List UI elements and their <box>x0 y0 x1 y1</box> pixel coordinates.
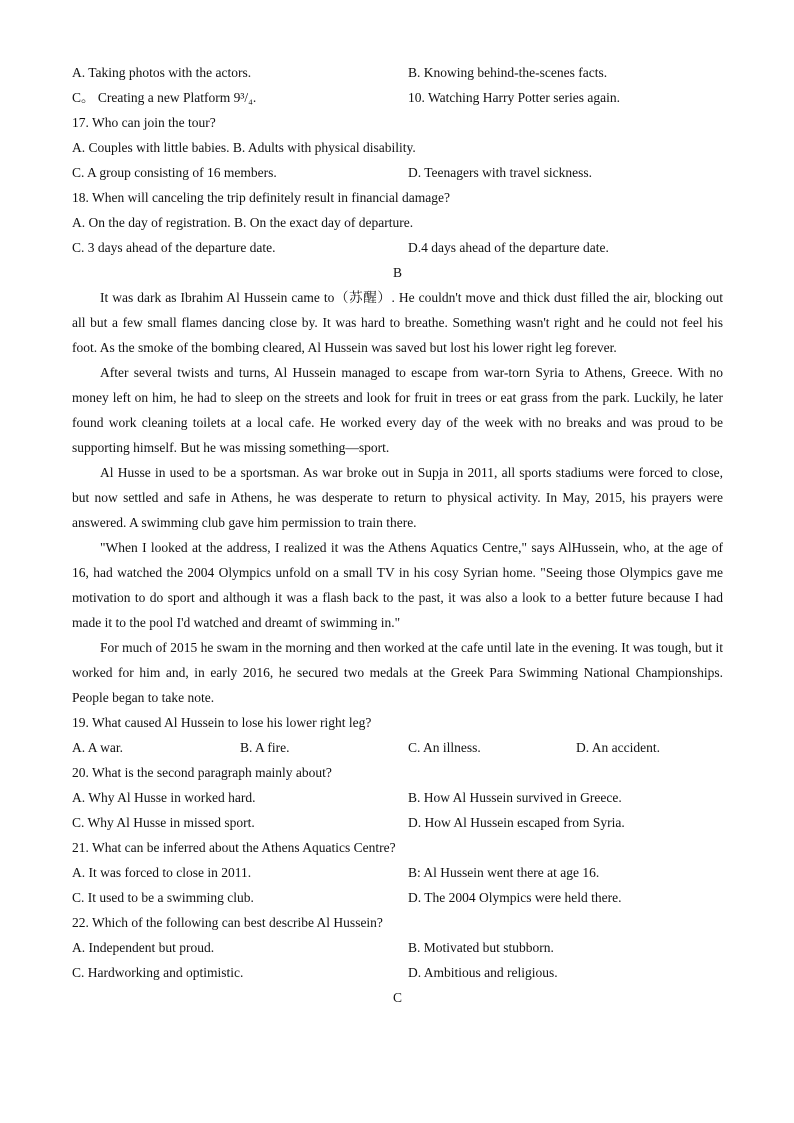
q17-option-c: C. A group consisting of 16 members. <box>72 165 277 180</box>
q17-option-d: D. Teenagers with travel sickness. <box>408 165 593 180</box>
section-b-heading: B <box>392 265 402 280</box>
q19-option-c: C. An illness. <box>408 740 481 755</box>
q22-options-row-1 <box>72 935 723 960</box>
q22-option-a: A. Independent but proud. <box>72 940 215 955</box>
q22-stem: 22. Which of the following can best describe Al Hussein? <box>72 915 383 930</box>
q20-option-b: B. How Al Hussein survived in Greece. <box>408 790 622 805</box>
q21-options-row-1 <box>72 860 723 885</box>
q20-option-d: D. How Al Hussein escaped from Syria. <box>408 815 625 830</box>
exam-page <box>72 60 723 1010</box>
q21-stem: 21. What can be inferred about the Athens Aquatics Centre? <box>72 840 396 855</box>
q18-options-a-b: A. On the day of registration. B. On the exact day of departure. <box>72 215 414 230</box>
section-c-heading: C <box>392 990 402 1005</box>
q22-option-c: C. Hardworking and optimistic. <box>72 965 244 980</box>
q16-options-row-1 <box>72 60 723 85</box>
q20-option-c: C. Why Al Husse in missed sport. <box>72 815 255 830</box>
q22-option-b: B. Motivated but stubborn. <box>408 940 554 955</box>
q16-option-c: C。 Creating a new Platform 9³/₄. <box>72 90 257 105</box>
passage-paragraph-3: Al Husse in used to be a sportsman. As war broke out in Supja in 2011, all sports stadiums were forced to close, but now settled and safe in Athens, he was desperate to return to physical activity. In May, 2015, his prayers were answered. A swimming club gave him permission to train there. <box>72 465 723 530</box>
q20-option-a: A. Why Al Husse in worked hard. <box>72 790 256 805</box>
passage-paragraph-4: "When I looked at the address, I realized it was the Athens Aquatics Centre," says AlHussein, who, at the age of 16, had watched the 2004 Olympics unfold on a small TV in his cosy Syrian home. "Seeing those Olympics gave me motivation to do sport and although it was a flash back to the past, it was also a look to a better future because I had made it to the pool I'd watched and dreamt of swimming in." <box>72 540 723 630</box>
q18-options-row <box>72 235 723 260</box>
q21-options-row-2 <box>72 885 723 910</box>
q19-option-a: A. A war. <box>72 740 124 755</box>
passage-paragraph-5: For much of 2015 he swam in the morning and then worked at the cafe until late in the evening. It was tough, but it worked for him and, in early 2016, he secured two medals at the Greek Para Swimming National Championships. People began to take note. <box>72 640 723 705</box>
q21-option-a: A. It was forced to close in 2011. <box>72 865 252 880</box>
q19-options-row <box>72 735 723 760</box>
q18-option-d: D.4 days ahead of the departure date. <box>408 240 609 255</box>
q22-options-row-2 <box>72 960 723 985</box>
q21-option-b: B: Al Hussein went there at age 16. <box>408 865 600 880</box>
q18-option-c: C. 3 days ahead of the departure date. <box>72 240 276 255</box>
q19-option-b: B. A fire. <box>240 740 290 755</box>
q16-option-d: 10. Watching Harry Potter series again. <box>408 90 620 105</box>
q19-stem: 19. What caused Al Hussein to lose his lower right leg? <box>72 715 372 730</box>
q20-options-row-1 <box>72 785 723 810</box>
q16-option-b: B. Knowing behind-the-scenes facts. <box>408 65 608 80</box>
q21-option-d: D. The 2004 Olympics were held there. <box>408 890 622 905</box>
q16-option-a: A. Taking photos with the actors. <box>72 65 252 80</box>
q18-stem: 18. When will canceling the trip definitely result in financial damage? <box>72 190 450 205</box>
q17-options-row <box>72 160 723 185</box>
q22-option-d: D. Ambitious and religious. <box>408 965 558 980</box>
q20-options-row-2 <box>72 810 723 835</box>
q20-stem: 20. What is the second paragraph mainly about? <box>72 765 332 780</box>
q17-options-a-b: A. Couples with little babies. B. Adults with physical disability. <box>72 140 416 155</box>
passage-paragraph-2: After several twists and turns, Al Hussein managed to escape from war-torn Syria to Athens, Greece. With no money left on him, he had to sleep on the streets and look for fruit in trees or eat grass from the park. Luckily, he later found work cleaning toilets at a local cafe. He worked every day of the week with no breaks and was proud to be supporting himself. But he was missing something—sport. <box>72 365 723 455</box>
passage-paragraph-1: It was dark as Ibrahim Al Hussein came to（苏醒）. He couldn't move and thick dust filled the air, blocking out all but a few small flames dancing close by. It was hard to breathe. Something wasn't right and he could not feel his foot. As the smoke of the bombing cleared, Al Hussein was saved but lost his lower right leg forever. <box>72 290 723 355</box>
q21-option-c: C. It used to be a swimming club. <box>72 890 254 905</box>
q16-options-row-2 <box>72 85 723 110</box>
q17-stem: 17. Who can join the tour? <box>72 115 216 130</box>
q19-option-d: D. An accident. <box>576 740 660 755</box>
